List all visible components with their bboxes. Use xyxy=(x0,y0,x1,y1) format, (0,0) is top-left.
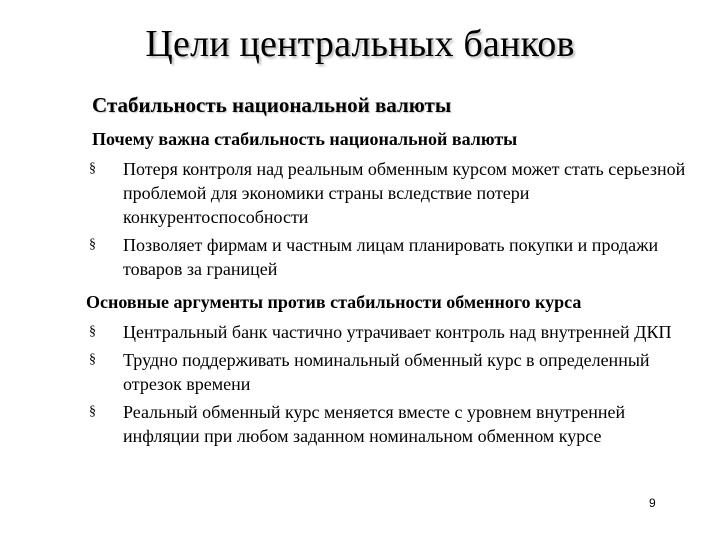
bullet-text: Центральный банк частично утрачивает контроль над внутренней ДКП xyxy=(123,322,672,342)
square-bullet-icon: § xyxy=(89,161,96,176)
square-bullet-icon: § xyxy=(89,352,96,367)
section-heading-arguments-against: Основные аргументы против стабильности обменного курса xyxy=(86,292,582,312)
bullet-text: Потеря контроля над реальным обменным курсом может стать серьезной проблемой для экономики страны вследствие потери конкурентоспособности xyxy=(123,159,686,227)
list-item xyxy=(89,157,689,229)
bullet-text: Позволяет фирмам и частным лицам планировать покупки и продажи товаров за границей xyxy=(123,235,659,279)
square-bullet-icon: § xyxy=(89,324,96,339)
bullet-text: Трудно поддерживать номинальный обменный курс в определенный отрезок времени xyxy=(123,350,650,394)
slide-subtitle: Стабильность национальной валюты xyxy=(92,93,452,117)
square-bullet-icon: § xyxy=(89,404,96,419)
list-item xyxy=(89,320,689,344)
bullet-text: Реальный обменный курс меняется вместе с уровнем внутренней инфляции при любом заданном номинальном обменном курсе xyxy=(123,402,626,446)
section-heading-why-stability: Почему важна стабильность национальной валюты xyxy=(92,129,518,149)
slide-title: Цели центральных банков xyxy=(145,23,575,65)
list-item xyxy=(89,400,689,448)
bullet-list-why-stability xyxy=(89,157,689,285)
list-item xyxy=(89,233,689,281)
square-bullet-icon: § xyxy=(89,237,96,252)
page-number: 9 xyxy=(649,496,656,510)
list-item xyxy=(89,348,689,396)
bullet-list-arguments-against xyxy=(89,320,689,452)
